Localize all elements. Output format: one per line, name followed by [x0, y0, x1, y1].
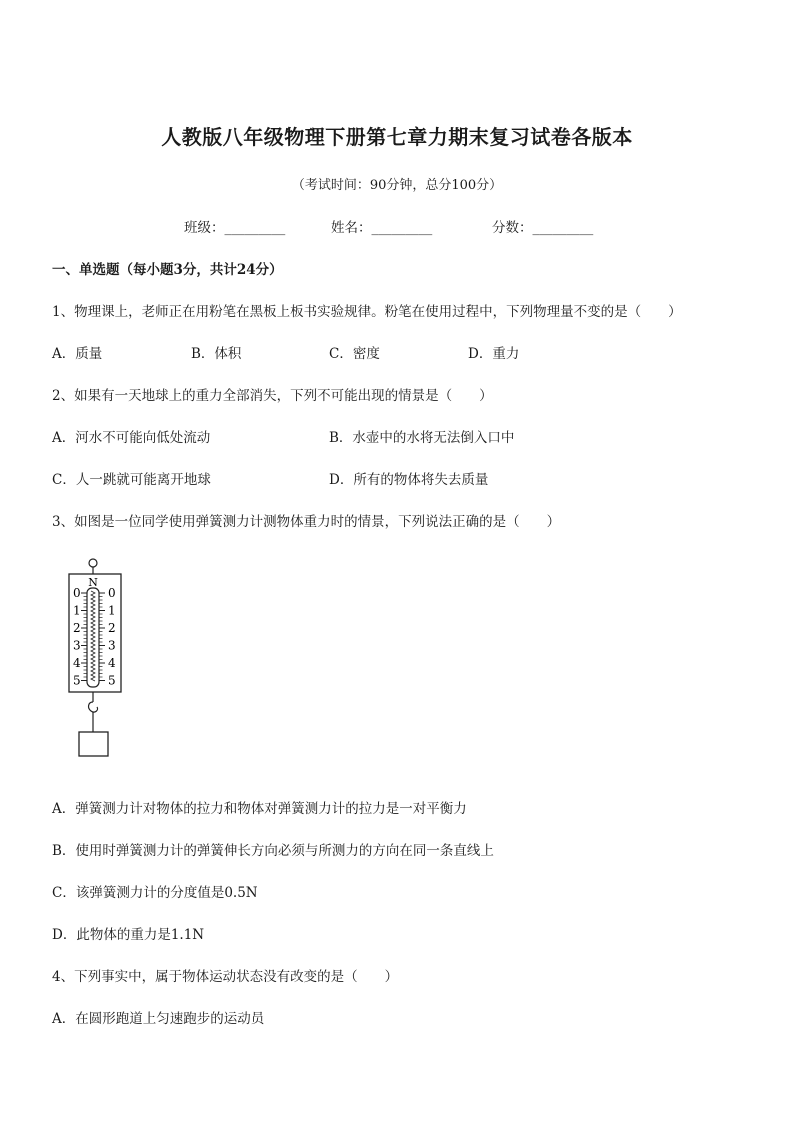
exam-time-info: （考试时间：90分钟，总分100分） — [291, 178, 503, 193]
question-2-stem: 2、如果有一天地球上的重力全部消失，下列不可能出现的情景是（ ） — [52, 388, 493, 404]
tick-label-right-0: 0 — [108, 586, 116, 600]
unit-label: N — [88, 576, 98, 589]
question-2-option-c: C．人一跳就可能离开地球 — [52, 472, 211, 488]
tick-label-right-1: 1 — [108, 603, 116, 618]
tick-label-left-0: 0 — [73, 586, 81, 600]
tick-label-right-5: 5 — [108, 673, 116, 688]
question-4-option-a: A．在圆形跑道上匀速跑步的运动员 — [52, 1011, 265, 1027]
question-3-option-a: A．弹簧测力计对物体的拉力和物体对弹簧测力计的拉力是一对平衡力 — [52, 801, 467, 817]
tick-label-left-5: 5 — [73, 673, 81, 688]
question-2-option-d: D．所有的物体将失去质量 — [329, 472, 489, 488]
question-2-option-b: B．水壶中的水将无法倒入口中 — [329, 430, 515, 446]
top-ring — [89, 559, 97, 567]
question-1-option-c: C．密度 — [329, 346, 380, 362]
question-1-option-a: A．质量 — [52, 346, 103, 362]
question-3-option-d: D．此物体的重力是1.1N — [52, 927, 205, 943]
hook-icon — [89, 702, 98, 712]
name-field: 姓名：_________ — [331, 220, 433, 236]
score-field: 分数：_________ — [492, 220, 594, 236]
tick-label-right-3: 3 — [108, 638, 116, 653]
tick-label-left-1: 1 — [73, 603, 81, 618]
tick-label-left-4: 4 — [73, 656, 81, 670]
question-2-option-a: A．河水不可能向低处流动 — [52, 430, 211, 446]
tick-label-left-2: 2 — [73, 621, 81, 635]
question-1-option-b: B．体积 — [191, 346, 242, 362]
question-4-stem: 4、下列事实中，属于物体运动状态没有改变的是（ ） — [52, 969, 399, 985]
question-3-option-b: B．使用时弹簧测力计的弹簧伸长方向必须与所测力的方向在同一条直线上 — [52, 843, 494, 859]
exam-title: 人教版八年级物理下册第七章力期末复习试卷各版本 — [161, 125, 633, 149]
section-heading: 一、单选题（每小题3分，共计24分） — [52, 262, 283, 278]
spring-scale-figure — [62, 556, 132, 762]
class-field: 班级：_________ — [184, 220, 286, 236]
tick-label-right-4: 4 — [108, 656, 116, 670]
weight-block — [79, 732, 108, 756]
question-3-option-c: C．该弹簧测力计的分度值是0.5N — [52, 885, 258, 901]
tick-label-right-2: 2 — [108, 621, 116, 635]
question-3-stem: 3、如图是一位同学使用弹簧测力计测物体重力时的情景，下列说法正确的是（ ） — [52, 514, 561, 530]
question-1-option-d: D．重力 — [468, 346, 520, 362]
question-1-stem: 1、物理课上，老师正在用粉笔在黑板上板书实验规律。粉笔在使用过程中，下列物理量不变的是（ ） — [52, 304, 682, 320]
tick-label-left-3: 3 — [73, 638, 81, 653]
